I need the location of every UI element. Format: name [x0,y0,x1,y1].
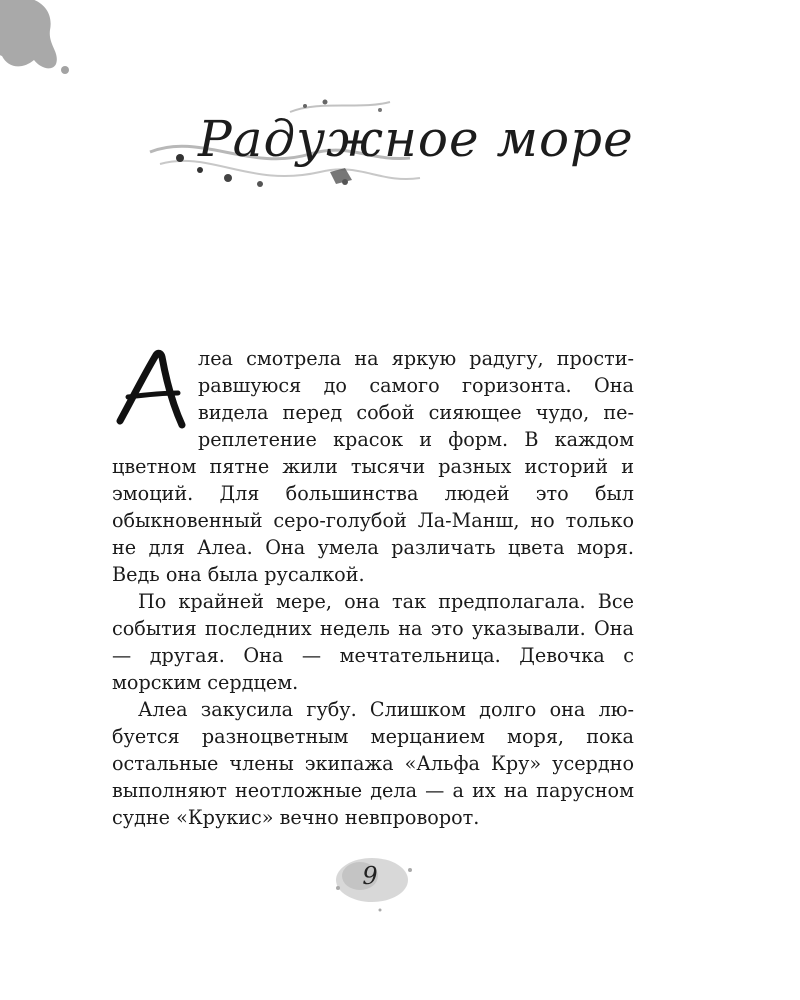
page-number: 9 [362,862,378,890]
paragraph-3: Алеа закусила губу. Слишком долго она любуется разноцветным мерцанием моря, пока остальные члены экипажа «Альфа Кру» усердно выполняют неотложные дела — а их на парусном судне «Крукис» вечно невпроворот. [112,698,634,829]
paragraph-2: По крайней мере, она так предполагала. Все события последних недель на это указывали. Она — другая. Она — мечтательница. Девочка с морским сердцем. [112,590,634,694]
chapter-title: Радужное море [198,110,634,168]
body-text [112,345,634,831]
dropcap-letter: А [112,349,113,350]
chapter-title-block [140,92,634,212]
dropcap [112,349,188,429]
paragraph-1-text: леа смотрела на яркую радугу, простиравшуюся до самого горизонта. Она видела перед собой сияющее чудо, переплетение красок и форм. В каждом цветном пятне жили тысячи разных историй и эмоций. Для большинства людей это был обыкновенный серо-голубой Ла-Манш, но только не для Алеа. Она умела различать цвета моря. Ведь она была русалкой. [112,347,634,586]
page-number-block [330,848,420,918]
ink-blot-decoration [0,0,100,100]
paragraph-1 [112,345,634,588]
